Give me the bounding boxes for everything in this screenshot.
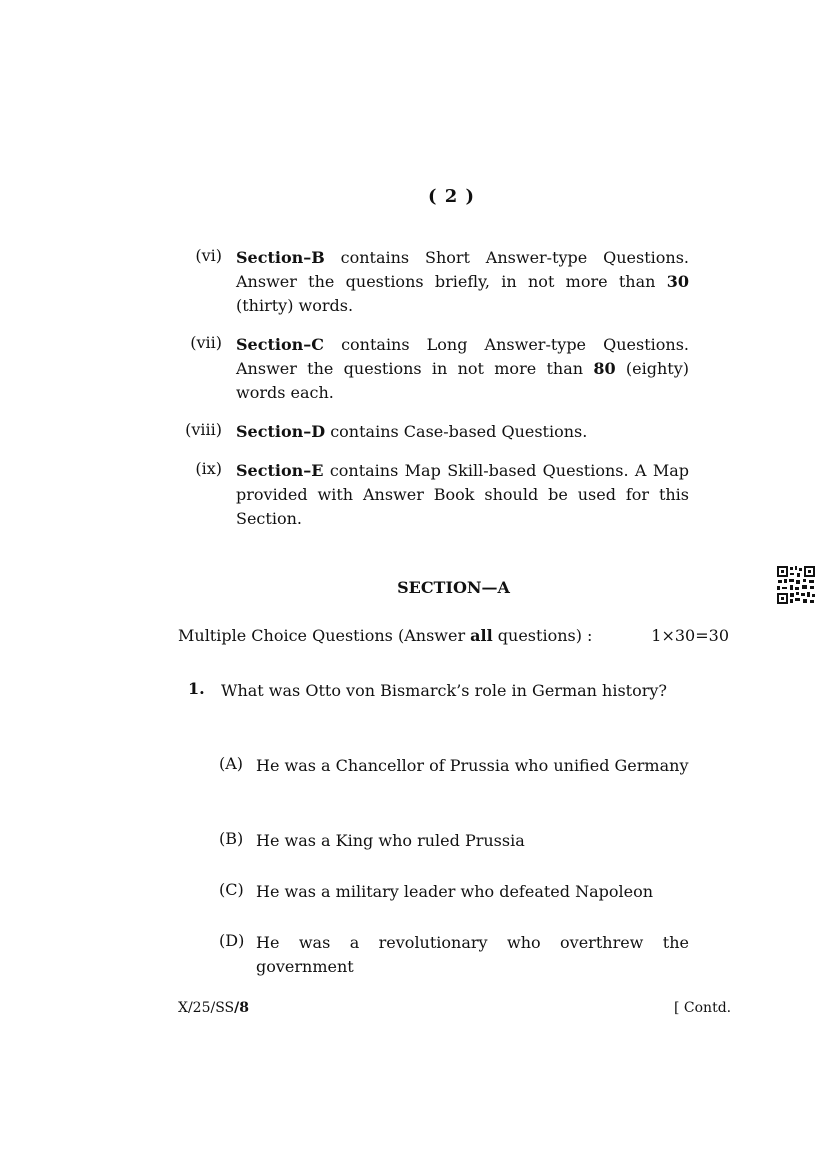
instruction-text: contains Long Answer-type Questions. Answer the questions in not more than [236,335,689,378]
instruction-viii [180,420,689,444]
instruction-text: contains Map Skill-based Questions. A Map provided with Answer Book should be used for this Section. [236,461,689,528]
instruction-text: contains Short Answer-type Questions. Answer the questions briefly, in not more than [236,248,689,291]
instruction-body [236,420,689,444]
instruction-body [236,459,689,531]
option-label: (C) [219,880,244,899]
option-b[interactable] [219,829,689,853]
instruction-number: (ix) [195,459,222,478]
instruction-text: (eighty) words each. [236,359,690,402]
paper-code-prefix: X/25/SS [178,1000,235,1016]
word-limit: 80 [593,359,616,378]
option-text: He was a revolutionary who overthrew the government [256,933,689,976]
instruction-number: (vii) [190,333,222,352]
instruction-number: (viii) [185,420,222,439]
question-text: What was Otto von Bismarck’s role in German history? [221,681,667,700]
mcq-instruction [178,624,729,648]
page-number: ( 2 ) [427,186,476,207]
section-label: Section–E [236,461,324,480]
question-number: 1. [188,679,205,698]
section-title: SECTION—A [397,578,510,597]
option-a[interactable] [219,754,689,778]
option-text: He was a King who ruled Prussia [256,831,525,850]
instruction-body [236,333,689,405]
option-label: (D) [219,931,245,950]
option-c[interactable] [219,880,689,904]
instruction-vi [180,246,689,318]
paper-code-suffix: /8 [234,1000,250,1016]
instruction-body [236,246,689,318]
marks-allocation: 1×30=30 [651,626,729,645]
mcq-text: Multiple Choice Questions (Answer [178,626,471,645]
instruction-ix [180,459,689,531]
paper-code [178,1000,249,1016]
instruction-text: contains Case-based Questions. [325,422,588,441]
instruction-text: (thirty) words. [236,296,354,315]
word-limit: 30 [666,272,689,291]
continued-label: [ Contd. [674,1000,732,1016]
question-1 [188,679,689,703]
mcq-text: questions) : [492,626,593,645]
instruction-number: (vi) [195,246,222,265]
option-d[interactable] [219,931,689,979]
section-label: Section–C [236,335,324,354]
section-label: Section–B [236,248,325,267]
option-label: (B) [219,829,244,848]
option-label: (A) [219,754,244,773]
mcq-emphasis: all [470,626,493,645]
option-text: He was a Chancellor of Prussia who unified Germany [256,756,689,775]
instruction-vii [180,333,689,405]
option-text: He was a military leader who defeated Napoleon [256,882,654,901]
section-label: Section–D [236,422,326,441]
